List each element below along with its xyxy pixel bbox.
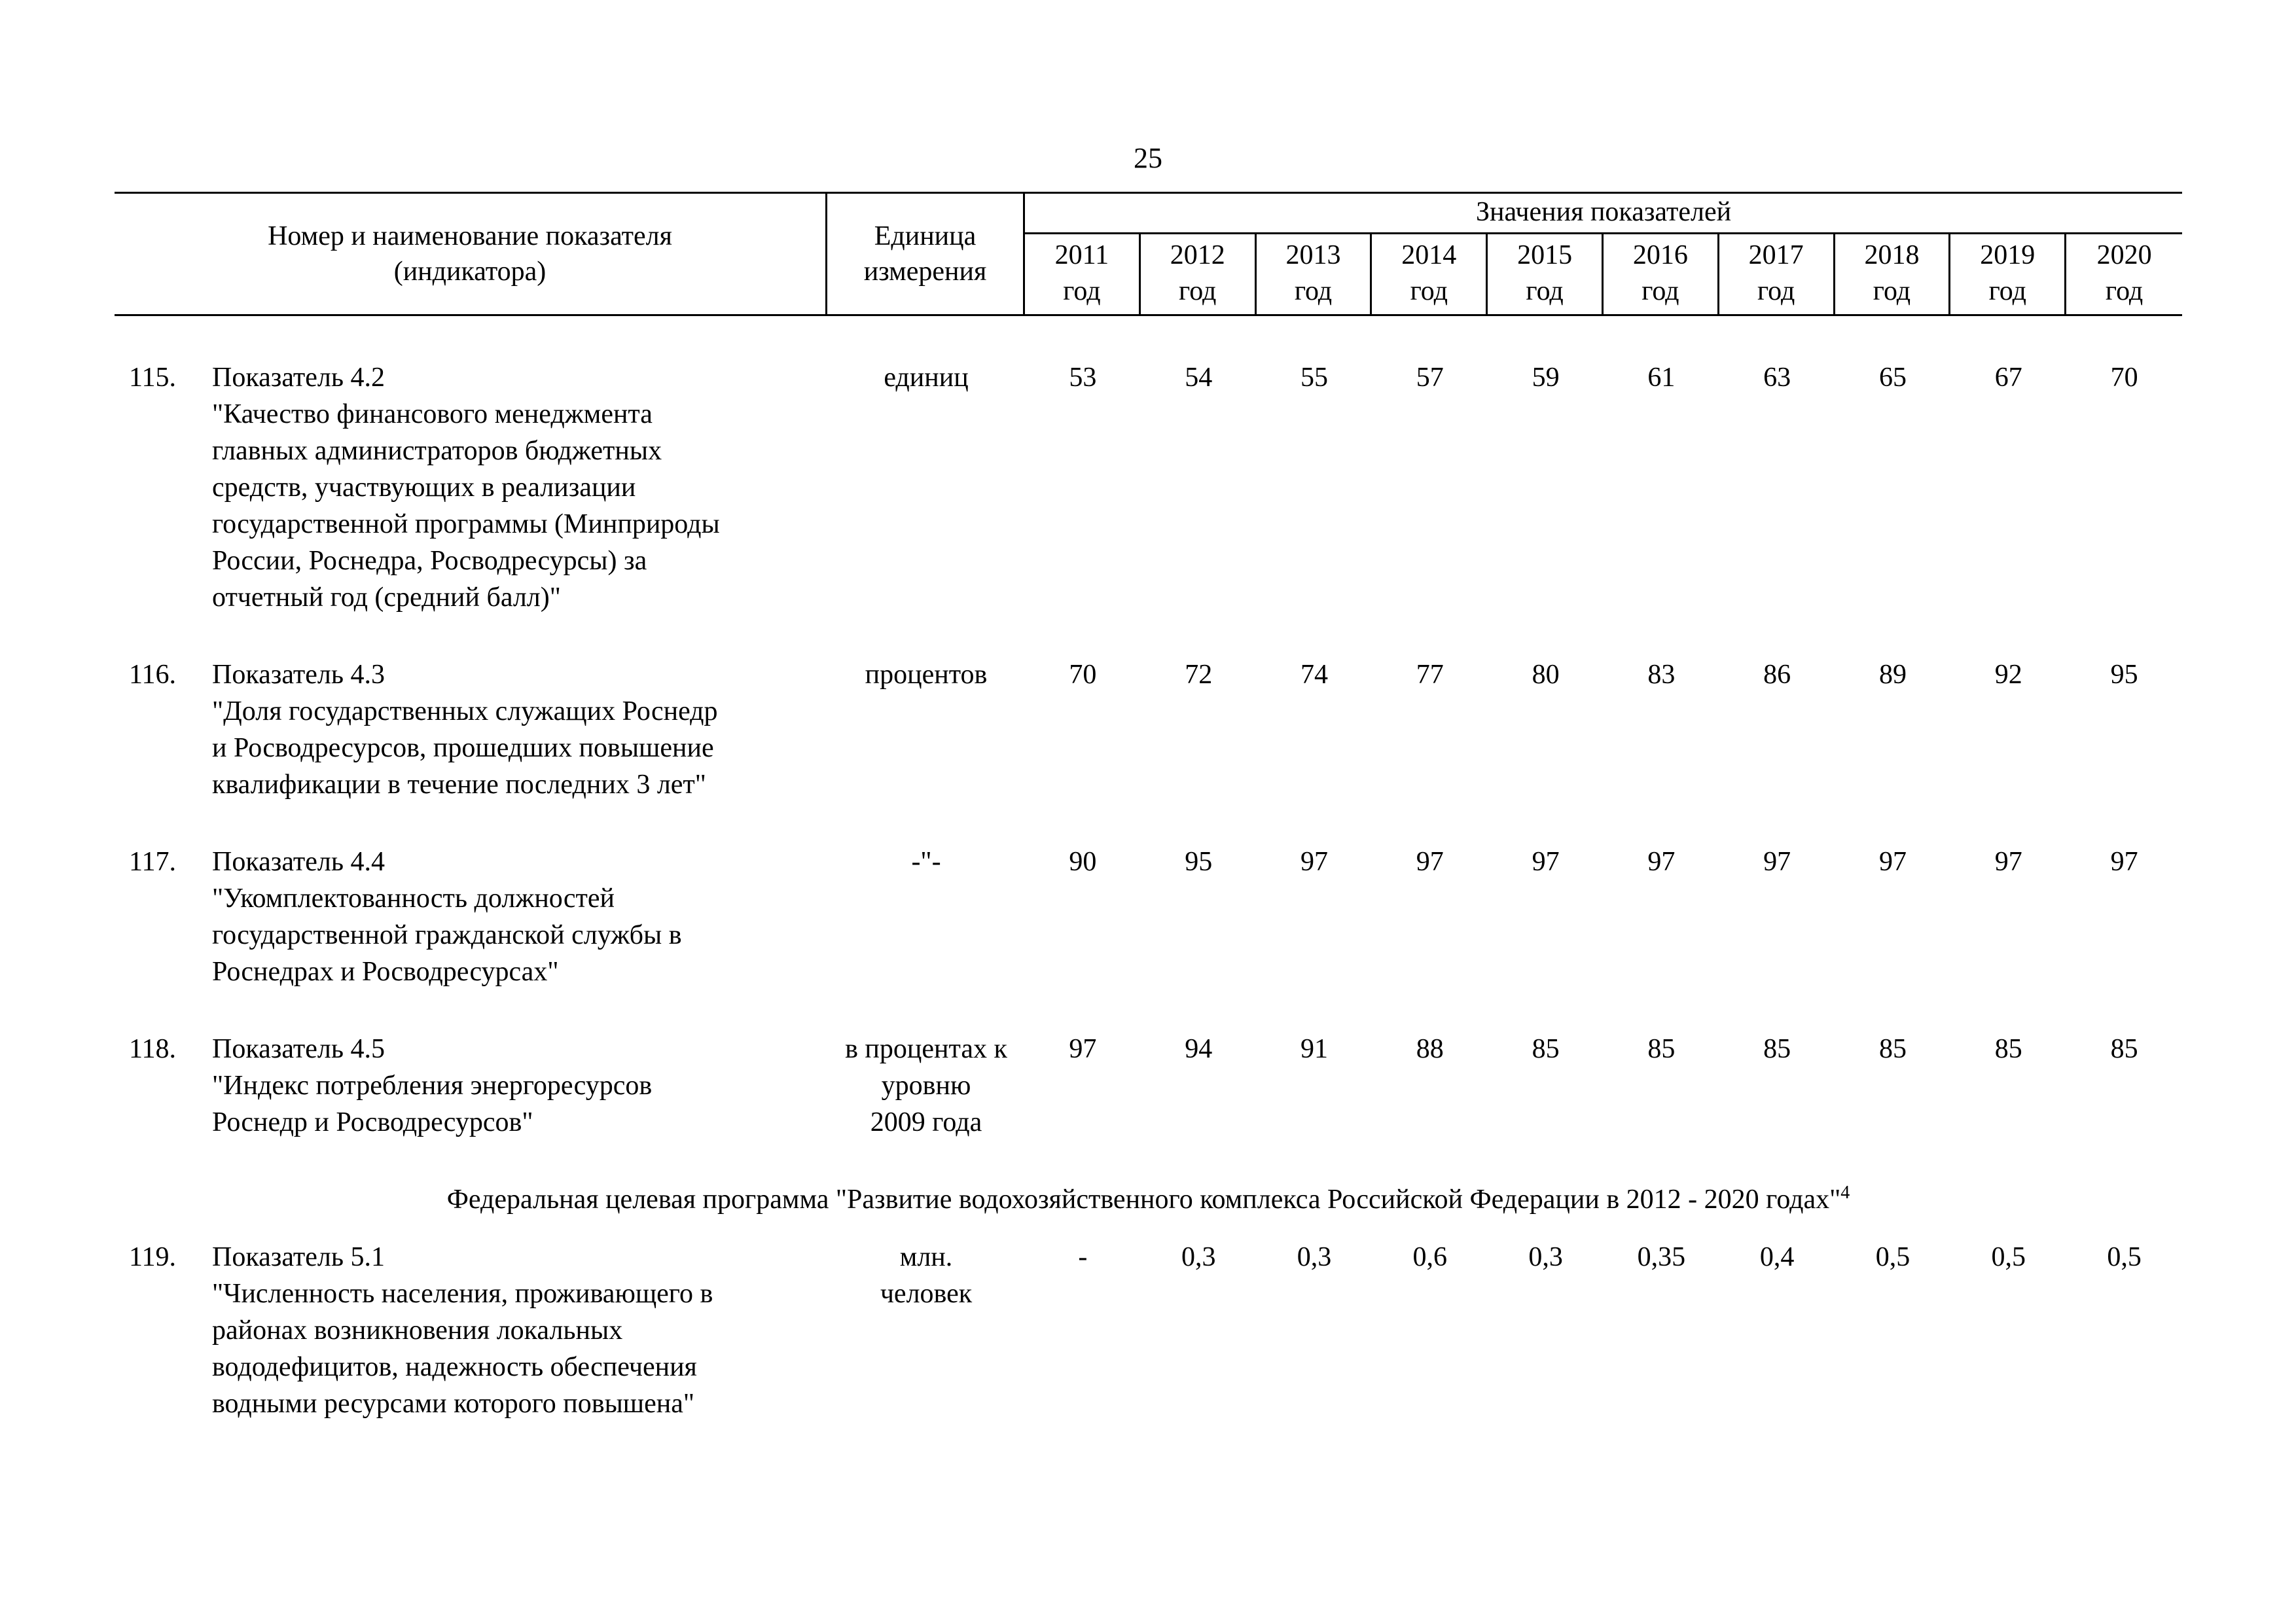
header-year-cell: 2016 год: [1604, 234, 1719, 314]
unit-cell: млн. человек: [880, 1242, 973, 1309]
value-cell: 89: [1878, 660, 1907, 690]
header-year-cell: 2012 год: [1141, 234, 1257, 314]
value-cell: 97: [1994, 847, 2022, 877]
header-years-row: [1025, 234, 2182, 314]
value-cell: 0,6: [1412, 1242, 1448, 1272]
value-cell: 92: [1994, 660, 2022, 690]
value-cell: 74: [1300, 660, 1328, 690]
table-row: [115, 656, 2182, 803]
value-cell: 95: [1185, 847, 1213, 877]
value-cell: 91: [1300, 1034, 1328, 1064]
table-row: [115, 359, 2182, 616]
value-cell: 0,3: [1297, 1242, 1332, 1272]
value-cell: 0,3: [1528, 1242, 1563, 1272]
value-cell: 61: [1647, 363, 1676, 393]
values-cells: [1025, 1239, 2182, 1422]
values-cells: [1025, 844, 2182, 990]
value-cell: 77: [1416, 660, 1444, 690]
row-number: 119.: [129, 1242, 176, 1272]
value-cell: 0,4: [1759, 1242, 1795, 1272]
unit-cell: процентов: [865, 660, 988, 690]
value-cell: -: [1078, 1242, 1088, 1272]
value-cell: 85: [2110, 1034, 2138, 1064]
value-cell: 72: [1185, 660, 1213, 690]
value-cell: 65: [1878, 363, 1907, 393]
value-cell: 80: [1532, 660, 1560, 690]
value-cell: 85: [1647, 1034, 1676, 1064]
value-cell: 85: [1878, 1034, 1907, 1064]
value-cell: 0,3: [1181, 1242, 1216, 1272]
value-cell: 55: [1300, 363, 1328, 393]
header-year-cell: 2014 год: [1372, 234, 1488, 314]
header-year-cell: 2018 год: [1835, 234, 1951, 314]
value-cell: 97: [1763, 847, 1791, 877]
value-cell: 53: [1069, 363, 1097, 393]
values-cells: [1025, 656, 2182, 803]
values-cells: [1025, 1031, 2182, 1141]
value-cell: 67: [1994, 363, 2022, 393]
indicator-name: Показатель 4.3 "Доля государственных служащих Роснедр и Росводресурсов, прошедших повышение квалификации в течение последних 3 лет": [212, 660, 718, 800]
row-number: 118.: [129, 1034, 176, 1064]
header-year-cell: 2011 год: [1025, 234, 1141, 314]
value-cell: 63: [1763, 363, 1791, 393]
indicators-table: [115, 192, 2182, 1463]
value-cell: 97: [1878, 847, 1907, 877]
value-cell: 83: [1647, 660, 1676, 690]
header-unit-column: Единица измерения: [827, 194, 1025, 314]
footnote-marker: 4: [1840, 1183, 1850, 1203]
row-number: 117.: [129, 847, 176, 877]
header-values-title: Значения показателей: [1025, 194, 2182, 234]
indicator-name: Показатель 4.4 "Укомплектованность должностей государственной гражданской службы в Роснедрах и Росводресурсах": [212, 847, 682, 987]
value-cell: 97: [1532, 847, 1560, 877]
value-cell: 70: [1069, 660, 1097, 690]
table-row: [115, 1239, 2182, 1422]
value-cell: 85: [1763, 1034, 1791, 1064]
value-cell: 97: [1069, 1034, 1097, 1064]
value-cell: 0,5: [2107, 1242, 2142, 1272]
value-cell: 86: [1763, 660, 1791, 690]
unit-cell: единиц: [884, 363, 969, 393]
table-body: [115, 316, 2182, 1422]
value-cell: 57: [1416, 363, 1444, 393]
header-year-cell: 2015 год: [1488, 234, 1604, 314]
unit-cell: -"-: [911, 847, 941, 877]
row-number: 115.: [129, 363, 176, 393]
indicator-name: Показатель 5.1 "Численность населения, проживающего в районах возникновения локальных вододефицитов, надежность обеспечения водными ресурсами которого повышена": [212, 1242, 713, 1419]
value-cell: 95: [2110, 660, 2138, 690]
value-cell: 59: [1532, 363, 1560, 393]
header-values-group: [1025, 194, 2182, 314]
header-year-cell: 2020 год: [2096, 240, 2152, 306]
value-cell: 94: [1185, 1034, 1213, 1064]
value-cell: 97: [2110, 847, 2138, 877]
value-cell: 97: [1416, 847, 1444, 877]
table-row: [115, 1031, 2182, 1141]
value-cell: 0,5: [1991, 1242, 2026, 1272]
table-row: [115, 844, 2182, 990]
value-cell: 97: [1647, 847, 1676, 877]
value-cell: 97: [1300, 847, 1328, 877]
indicator-name: Показатель 4.2 "Качество финансового менеджмента главных администраторов бюджетных средств, участвующих в реализации государственной программы (Минприроды России, Роснедра, Росводресурсы) за отчетный год (средний балл)": [212, 363, 720, 613]
value-cell: 54: [1185, 363, 1213, 393]
indicator-name: Показатель 4.5 "Индекс потребления энергоресурсов Роснедр и Росводресурсов": [212, 1034, 653, 1137]
value-cell: 0,5: [1875, 1242, 1910, 1272]
page-number: 25: [1134, 142, 1162, 174]
section-heading: Федеральная целевая программа "Развитие водохозяйственного комплекса Российской Федерации в 2012 - 2020 годах"$^4$: [446, 1183, 1850, 1215]
value-cell: 70: [2110, 363, 2138, 393]
row-number: 116.: [129, 660, 176, 690]
header-year-cell: 2019 год: [1950, 234, 2066, 314]
value-cell: 85: [1994, 1034, 2022, 1064]
value-cell: 88: [1416, 1034, 1444, 1064]
header-year-cell: 2017 год: [1719, 234, 1835, 314]
header-year-cell: 2013 год: [1257, 234, 1372, 314]
table-header: [115, 192, 2182, 316]
value-cell: 90: [1069, 847, 1097, 877]
header-indicator-column: Номер и наименование показателя (индикатора): [115, 194, 827, 314]
unit-cell: в процентах к уровню 2009 года: [845, 1034, 1007, 1137]
value-cell: 85: [1532, 1034, 1560, 1064]
value-cell: 0,35: [1637, 1242, 1686, 1272]
values-cells: [1025, 359, 2182, 616]
